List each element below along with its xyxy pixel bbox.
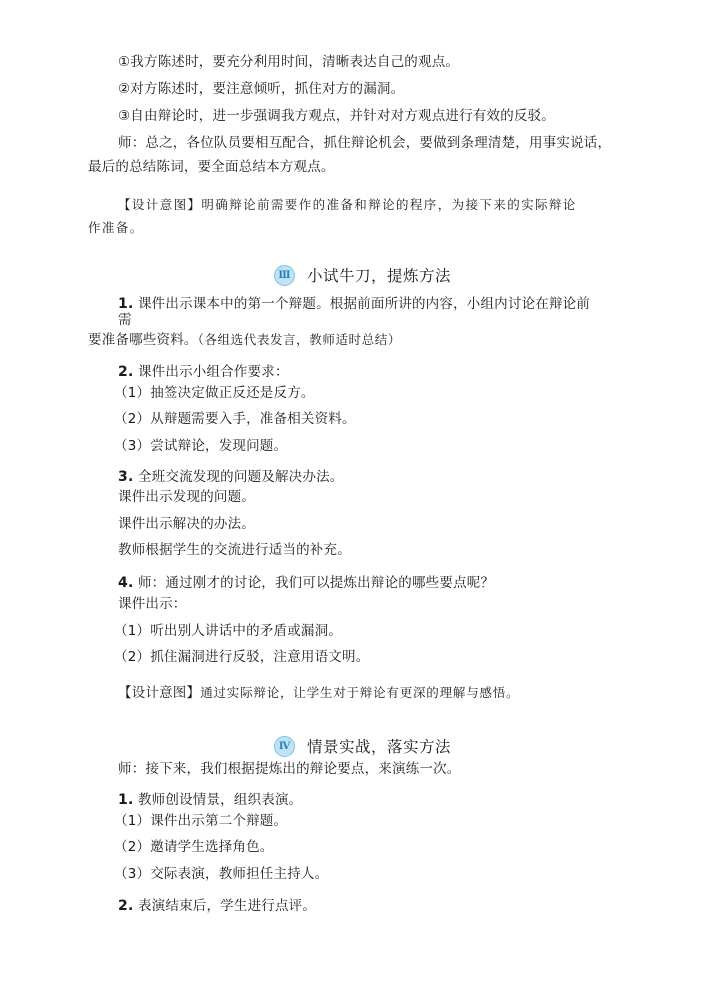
s3-item-1-note: （各组选代表发言，教师适时总结） <box>197 332 401 347</box>
s3-item-2-number: 2. <box>118 364 134 380</box>
s4-item-2 <box>118 897 316 915</box>
s4-item-1-text: 教师创设情景，组织表演。 <box>137 792 303 808</box>
s3-item-1-number: 1. <box>118 296 134 312</box>
s4-intro: 师：接下来，我们根据提炼出的辩论要点，来演练一次。 <box>118 761 461 777</box>
s3-item-3-sub-1: 课件出示发现的问题。 <box>118 489 255 505</box>
design-intent-2-label: 【设计意图】 <box>118 685 201 701</box>
s3-item-1-text-cont: 要准备哪些资料。 <box>88 332 198 348</box>
design-intent-1-line2: 作准备。 <box>88 220 144 235</box>
s4-item-2-text: 表演结束后，学生进行点评。 <box>137 898 317 914</box>
s3-item-4 <box>118 574 494 592</box>
s3-item-3 <box>118 468 343 486</box>
teacher-summary-line1: 师：总之，各位队员要相互配合，抓住辩论机会，要做到条理清楚，用事实说话， <box>118 135 612 151</box>
section-3-heading <box>274 263 451 287</box>
roman-numeral-4-icon: Ⅳ <box>274 736 295 757</box>
design-intent-2 <box>118 684 519 702</box>
rule-1: ①我方陈述时，要充分利用时间，清晰表达自己的观点。 <box>118 54 460 70</box>
design-intent-1-line1: 【设计意图】明确辩论前需要作的准备和辩论的程序，为接下来的实际辩论 <box>118 197 577 212</box>
s3-item-4-sub-0: 课件出示： <box>118 596 187 612</box>
section-4-title: 情景实战，落实方法 <box>307 738 452 756</box>
s3-item-4-text: 师：通过刚才的讨论，我们可以提炼出辩论的哪些要点呢？ <box>137 575 495 591</box>
s3-item-2-sub-2: （2）从辩题需要入手，准备相关资料。 <box>114 411 356 427</box>
s3-item-1-line3 <box>88 331 401 349</box>
s3-item-3-sub-3: 教师根据学生的交流进行适当的补充。 <box>118 542 351 558</box>
s3-item-1-line2: 需 <box>118 312 132 328</box>
design-intent-2-text: 通过实际辩论，让学生对于辩论有更深的理解与感悟。 <box>200 685 520 700</box>
s4-item-1-sub-1: （1）课件出示第二个辩题。 <box>114 813 288 829</box>
s3-item-2-sub-3: （3）尝试辩论，发现问题。 <box>114 438 288 454</box>
s3-item-3-sub-2: 课件出示解决的办法。 <box>118 516 255 532</box>
s3-item-2-text: 课件出示小组合作要求： <box>137 364 289 380</box>
s3-item-2-sub-1: （1）抽签决定做正反还是反方。 <box>114 385 315 401</box>
s3-item-1-line1 <box>118 295 590 313</box>
s4-item-1-number: 1. <box>118 792 134 808</box>
rule-2: ②对方陈述时，要注意倾听，抓住对方的漏洞。 <box>118 81 405 97</box>
s4-item-1-sub-3: （3）交际表演，教师担任主持人。 <box>114 866 329 882</box>
s3-item-1-text: 课件出示课本中的第一个辩题。根据前面所讲的内容，小组内讨论在辩论前 <box>137 296 591 312</box>
section-3-title: 小试牛刀，提炼方法 <box>307 267 452 285</box>
s3-item-3-number: 3. <box>118 469 134 485</box>
teacher-summary-line2: 最后的总结陈词，要全面总结本方观点。 <box>88 159 335 175</box>
s3-item-4-number: 4. <box>118 575 134 591</box>
s3-item-4-sub-1: （1）听出别人讲话中的矛盾或漏洞。 <box>114 623 342 639</box>
s3-item-2 <box>118 363 289 381</box>
rule-3: ③自由辩论时，进一步强调我方观点，并针对对方观点进行有效的反驳。 <box>118 108 556 124</box>
section-4-heading <box>274 734 451 758</box>
s3-item-4-sub-2: （2）抓住漏洞进行反驳，注意用语文明。 <box>114 649 370 665</box>
s4-item-2-number: 2. <box>118 898 134 914</box>
s4-item-1-sub-2: （2）邀请学生选择角色。 <box>114 839 274 855</box>
roman-numeral-3-icon: Ⅲ <box>274 265 295 286</box>
s3-item-3-text: 全班交流发现的问题及解决办法。 <box>137 469 344 485</box>
s4-item-1 <box>118 791 302 809</box>
